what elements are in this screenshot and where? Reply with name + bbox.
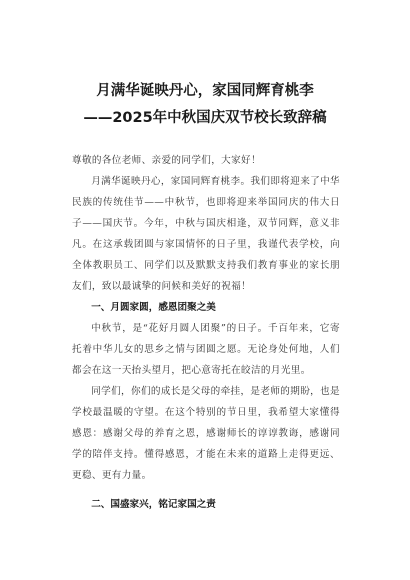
section-paragraph: 同学们，你们的成长是父母的牵挂，是老师的期盼，也是学校最温暖的守望。在这个特别的节日里，我希望大家懂得感恩：感谢父母的养育之恩，感谢师长的谆谆教诲，感谢同学的陪伴支持。懂得感恩，才能在未来的道路上走得更远、更稳、更有力量。 (72, 386, 340, 481)
section-spacer (72, 486, 340, 494)
document-body (72, 150, 340, 515)
document-subtitle: ——2025年中秋国庆双节校长致辞稿 (83, 110, 327, 126)
intro-paragraph: 月满华诞映丹心，家国同辉育桃李。我们即将迎来了中华民族的传统佳节——中秋节，也即将迎来举国同庆的伟大日子——国庆节。今年，中秋与国庆相逢，双节同辉，意义非凡。在这承载团圆与家国情怀的日子里，我谨代表学校，向全体教职员工、同学们以及默默支持我们教育事业的家长朋友们，致以最诚挚的问候和美好的祝福！ (72, 176, 340, 292)
section-heading: 一、月圆家圆，感恩团聚之美 (91, 302, 216, 313)
title-block (0, 78, 410, 132)
section-heading: 二、国盛家兴，铭记家国之责 (91, 499, 216, 510)
document-title: 月满华诞映丹心，家国同辉育桃李 (96, 83, 314, 99)
section-paragraph: 中秋节，是“花好月圆人团聚”的日子。千百年来，它寄托着中华儿女的思乡之情与团圆之愿。无论身处何地，人们都会在这一天抬头望月，把心意寄托在皎洁的月光里。 (72, 323, 340, 376)
greeting: 尊敬的各位老师、亲爱的同学们，大家好！ (72, 155, 261, 166)
